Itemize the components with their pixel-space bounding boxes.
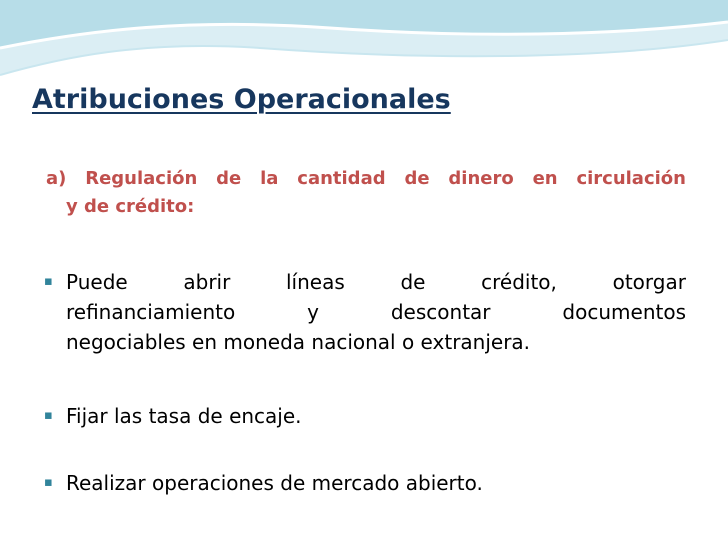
subheading-word: cantidad [297, 168, 386, 189]
subheading-word: Regulación [85, 168, 198, 189]
subheading-line-1 [46, 165, 686, 193]
bullet-icon: ▪ [44, 274, 53, 289]
bullet-word: abrir [183, 270, 231, 294]
bullet-1-line-3: negociables en moneda nacional o extranjera. [66, 330, 531, 354]
subheading-word: dinero [448, 168, 514, 189]
bullet-word: otorgar [612, 270, 686, 294]
bullet-1-line-2 [66, 297, 686, 327]
bullet-1-line-1 [44, 267, 686, 297]
bullet-word: y [307, 300, 319, 324]
bullet-word: crédito, [481, 270, 557, 294]
subheading-word: circulación [576, 168, 686, 189]
bullet-word: de [400, 270, 426, 294]
bullet-icon: ▪ [44, 408, 53, 423]
subheading-word: la [260, 168, 279, 189]
subheading [46, 165, 686, 221]
bullet-word: documentos [562, 300, 686, 324]
subheading-line-2: y de crédito: [66, 196, 195, 217]
page-title: Atribuciones Operacionales [32, 84, 451, 115]
bullet-3 [44, 468, 483, 498]
bullet-3-text: Realizar operaciones de mercado abierto. [66, 471, 483, 495]
bullet-word: descontar [390, 300, 491, 324]
bullet-2-text: Fijar las tasa de encaje. [66, 404, 302, 428]
subheading-word: de [216, 168, 242, 189]
bullet-2 [44, 401, 302, 431]
bullet-word: Puede [66, 270, 128, 294]
bullet-icon: ▪ [44, 475, 53, 490]
bullet-word: refinanciamiento [66, 300, 236, 324]
subheading-word: de [404, 168, 430, 189]
subheading-word: a) [46, 168, 67, 189]
bullet-word: líneas [286, 270, 345, 294]
subheading-word: en [532, 168, 558, 189]
